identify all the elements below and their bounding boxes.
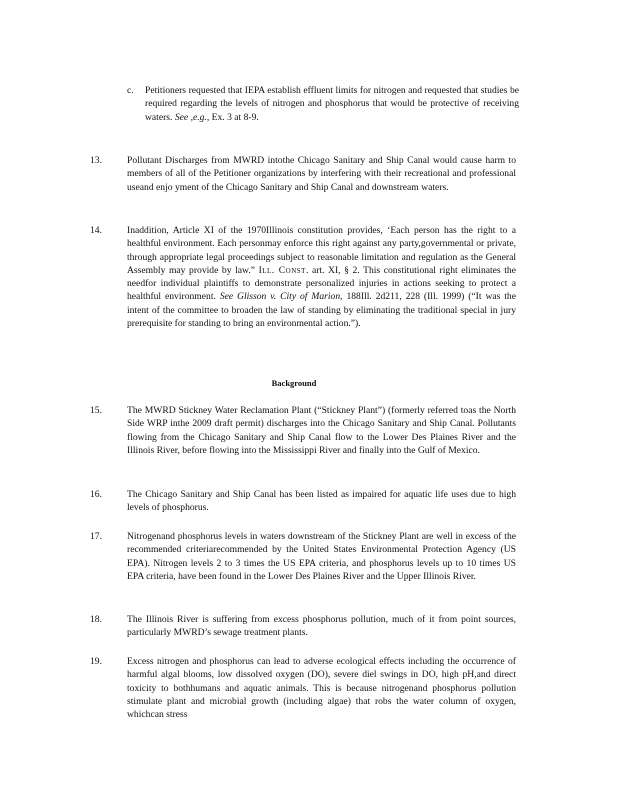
background-heading: Background: [271, 378, 317, 388]
paragraph-14-text-c: , 188Ill. 2d211, 228 (Ill. 1999) (“It was the intent of the committee to broaden the law of standing by eliminating the traditional special in jury prerequisite for standing to bring an environmental action.”).: [127, 291, 516, 330]
item-c-label: c.: [127, 85, 134, 96]
item-c-tail: , Ex. 3 at 8-9.: [206, 111, 259, 123]
paragraph-16: [90, 488, 516, 515]
paragraph-text: The Chicago Sanitary and Ship Canal has been listed as impaired for aquatic life uses due to high levels of phosphorus.: [127, 489, 516, 514]
paragraph-number: 18.: [90, 614, 102, 625]
paragraph-number: 13.: [90, 155, 102, 166]
paragraph-14-text-b: . art. XI, § 2. This constitutional right eliminates the needfor individual plaintiffs to demonstrate personalized injuries in actions seeking to protect a healthful environment.: [127, 264, 516, 303]
paragraph-number: 15.: [90, 405, 102, 416]
paragraph-text: The Illinois River is suffering from excess phosphorus pollution, much of it from point sources, particularly MWRD’s sewage treatment plants.: [127, 614, 516, 639]
paragraph-text: Excess nitrogen and phosphorus can lead to adverse ecological effects including the occurrence of harmful algal blooms, low dissolved oxygen (DO), severe diel swings in DO, high pH,and direct toxicity to bothhumans and aquatic animals. This is because nitrogenand phosphorus pollution stimulate plant and microbial growth (including algae) that robs the water column of oxygen, whichcan stress: [127, 656, 516, 721]
paragraph-text: [127, 224, 516, 330]
paragraph-19: [90, 655, 516, 721]
paragraph-text: The MWRD Stickney Water Reclamation Plant (“Stickney Plant”) (formerly referred toas the North Side WRP inthe 2009 draft permit) discharges into the Chicago Sanitary and Ship Canal. Pollutants flowing from the Chicago Sanitary and Ship Canal flow to the Lower Des Plaines River and the Illinois River, before flowing into the Mississippi River and finally into the Gulf of Mexico.: [127, 405, 516, 456]
paragraph-number: 16.: [90, 489, 102, 500]
paragraph-number: 19.: [90, 656, 102, 667]
item-c-see: See: [174, 111, 189, 123]
paragraph-15: [90, 404, 516, 457]
paragraph-14-text-a: Inaddition, Article XI of the 1970Illinois constitution provides, ‘Each person has the right to a healthful environment. Each personmay enforce this right against any party,governmental or private, through appropriate legal proceedings subject to reasonable limitation and regulation as the General Assembly may provide by law.”: [127, 225, 516, 276]
paragraph-text: Nitrogenand phosphorus levels in waters downstream of the Stickney Plant are well in excess of the recommended criteriarecommended by the United States Environmental Protection Agency (US EPA). Nitrogen levels 2 to 3 times the US EPA criteria, and phosphorus levels up to 10 times US EPA criteria, have been found in the Lower Des Plaines River and the Upper Illinois River.: [127, 531, 516, 582]
item-c-body: [145, 84, 519, 124]
case-cite: See Glisson v. City of Marion: [219, 291, 341, 303]
paragraph-14: [90, 224, 516, 330]
constitution-cite: Ill. Const: [258, 264, 306, 276]
paragraph-18: [90, 613, 516, 640]
paragraph-17: [90, 530, 516, 583]
paragraph-number: 14.: [90, 225, 102, 236]
item-c-eg: ,e.g.: [190, 111, 207, 123]
item-c-text: Petitioners requested that IEPA establish effluent limits for nitrogen and requested that studies be required regarding the levels of nitrogen and phosphorus that would be protective of receiving waters.: [145, 85, 519, 123]
paragraph-number: 17.: [90, 531, 102, 542]
paragraph-text: Pollutant Discharges from MWRD intothe Chicago Sanitary and Ship Canal would cause harm to members of all of the Petitioner organizations by interfering with their recreational and professional useand enjo yment of the Chicago Sanitary and Ship Canal and downstream waters.: [127, 155, 516, 193]
paragraph-13: [90, 154, 516, 194]
item-c: [127, 84, 519, 124]
